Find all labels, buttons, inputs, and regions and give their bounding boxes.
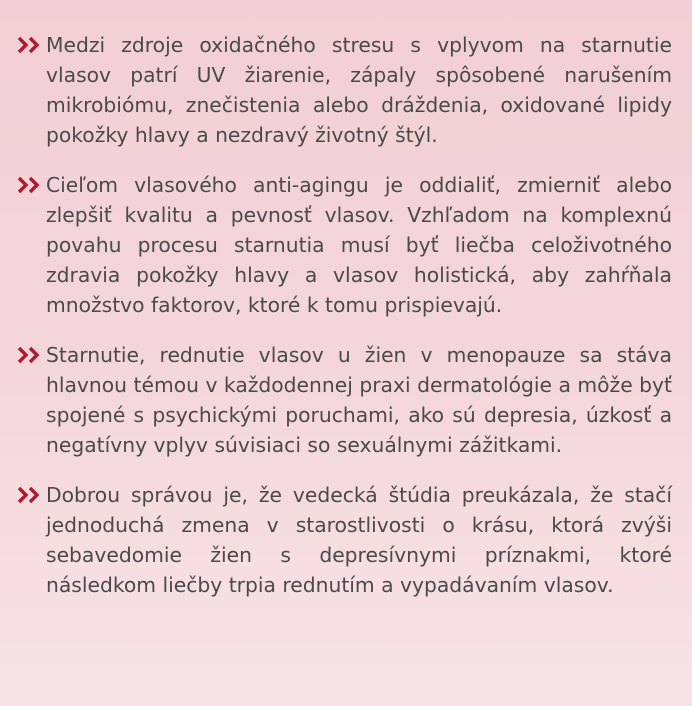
bullet-text: Medzi zdroje oxidačného stresu s vplyvom na starnutie vlasov patrí UV žiarenie, zápaly spôsobené narušením mikrobiómu, znečistenia alebo dráždenia, oxidované lipidy pokožky hlavy a nezdravý životný štýl. xyxy=(46,33,672,147)
bullet-item xyxy=(16,170,672,320)
bullet-text: Starnutie, rednutie vlasov u žien v menopauze sa stáva hlavnou témou v každodennej praxi dermatológie a môže byť spojené s psychickými poruchami, ako sú depresia, úzkosť a negatívny vplyv súvisiaci so sexuálnymi zážitkami. xyxy=(46,343,672,457)
double-chevron-right-icon xyxy=(16,36,42,54)
bullet-text: Dobrou správou je, že vedecká štúdia preukázala, že stačí jednoduchá zmena v starostlivosti o krásu, ktorá zvýši sebavedomie žien s depresívnymi príznakmi, ktoré následkom liečby trpia rednutím a vypadávaním vlasov. xyxy=(46,483,672,597)
bullet-list xyxy=(16,30,672,600)
bullet-item xyxy=(16,480,672,600)
bullet-item xyxy=(16,30,672,150)
bullet-item xyxy=(16,340,672,460)
double-chevron-right-icon xyxy=(16,176,42,194)
double-chevron-right-icon xyxy=(16,486,42,504)
bullet-text: Cieľom vlasového anti-agingu je oddialiť, zmierniť alebo zlepšiť kvalitu a pevnosť vlasov. Vzhľadom na komplexnú povahu procesu starnutia musí byť liečba celoživotného zdravia pokožky hlavy a vlasov holistická, aby zahŕňala množstvo faktorov, ktoré k tomu prispievajú. xyxy=(46,173,672,317)
double-chevron-right-icon xyxy=(16,346,42,364)
